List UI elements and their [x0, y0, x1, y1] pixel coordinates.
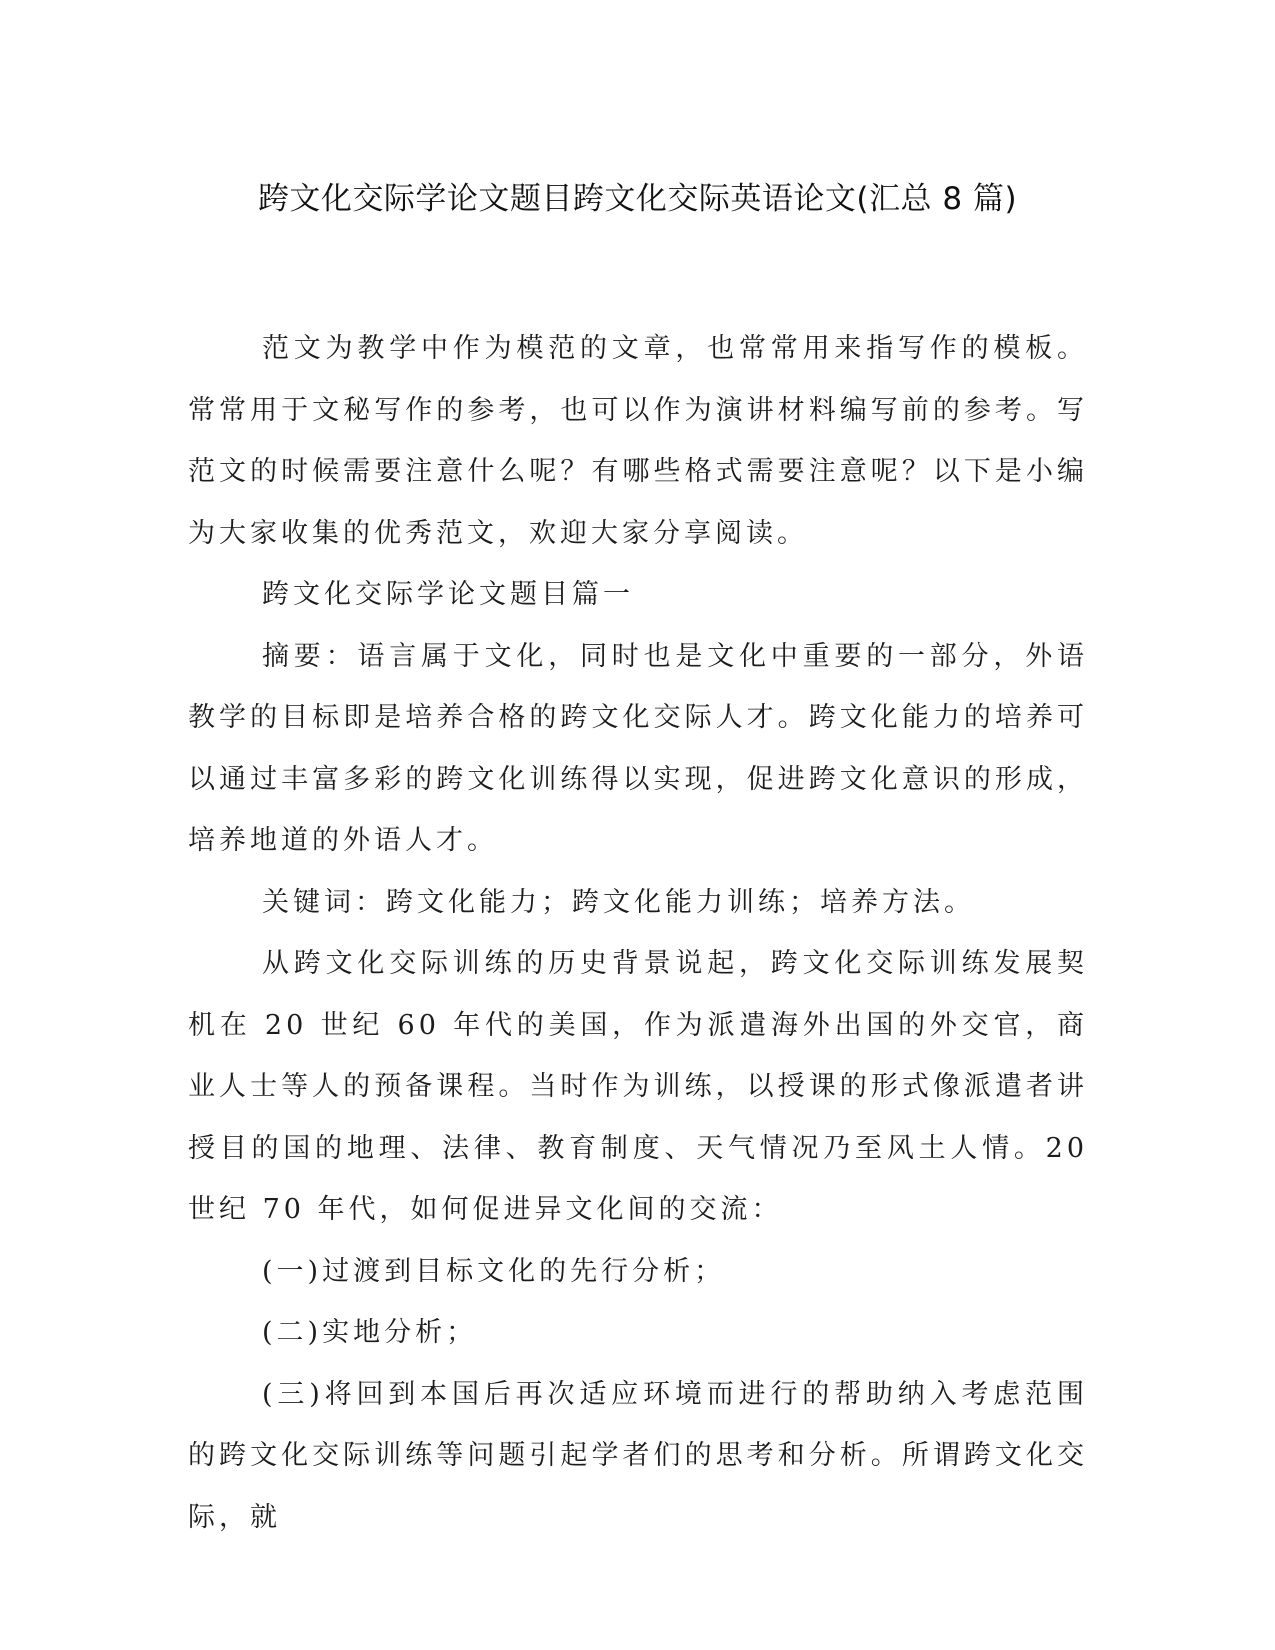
document-body	[188, 318, 1088, 1548]
document-title: 跨文化交际学论文题目跨文化交际英语论文(汇总 8 篇)	[257, 181, 1018, 217]
background-paragraph: 从跨文化交际训练的历史背景说起，跨文化交际训练发展契机在 20 世纪 60 年代的美国，作为派遣海外出国的外交官，商业人士等人的预备课程。当时作为训练，以授课的形式像派遣者讲授目的国的地理、法律、教育制度、天气情况乃至风土人情。20 世纪 70 年代，如何促进异文化间的交流：	[188, 948, 1088, 1225]
list-item: (一)过渡到目标文化的先行分析；	[262, 1255, 726, 1287]
list-item: (三)将回到本国后再次适应环境而进行的帮助纳入考虑范围的跨文化交际训练等问题引起学者们的思考和分析。所谓跨文化交际，就	[188, 1378, 1088, 1533]
list-item: (二)实地分析；	[262, 1317, 478, 1348]
section-heading: 跨文化交际学论文题目篇一	[262, 579, 634, 610]
abstract-paragraph: 摘要：语言属于文化，同时也是文化中重要的一部分，外语教学的目标即是培养合格的跨文化交际人才。跨文化能力的培养可以通过丰富多彩的跨文化训练得以实现，促进跨文化意识的形成，培养地道的外语人才。	[188, 640, 1088, 856]
keywords-paragraph: 关键词：跨文化能力；跨文化能力训练；培养方法。	[262, 886, 975, 918]
intro-paragraph: 范文为教学中作为模范的文章，也常常用来指写作的模板。常常用于文秘写作的参考，也可以作为演讲材料编写前的参考。写范文的时候需要注意什么呢？有哪些格式需要注意呢？以下是小编为大家收集的优秀范文，欢迎大家分享阅读。	[188, 333, 1088, 549]
